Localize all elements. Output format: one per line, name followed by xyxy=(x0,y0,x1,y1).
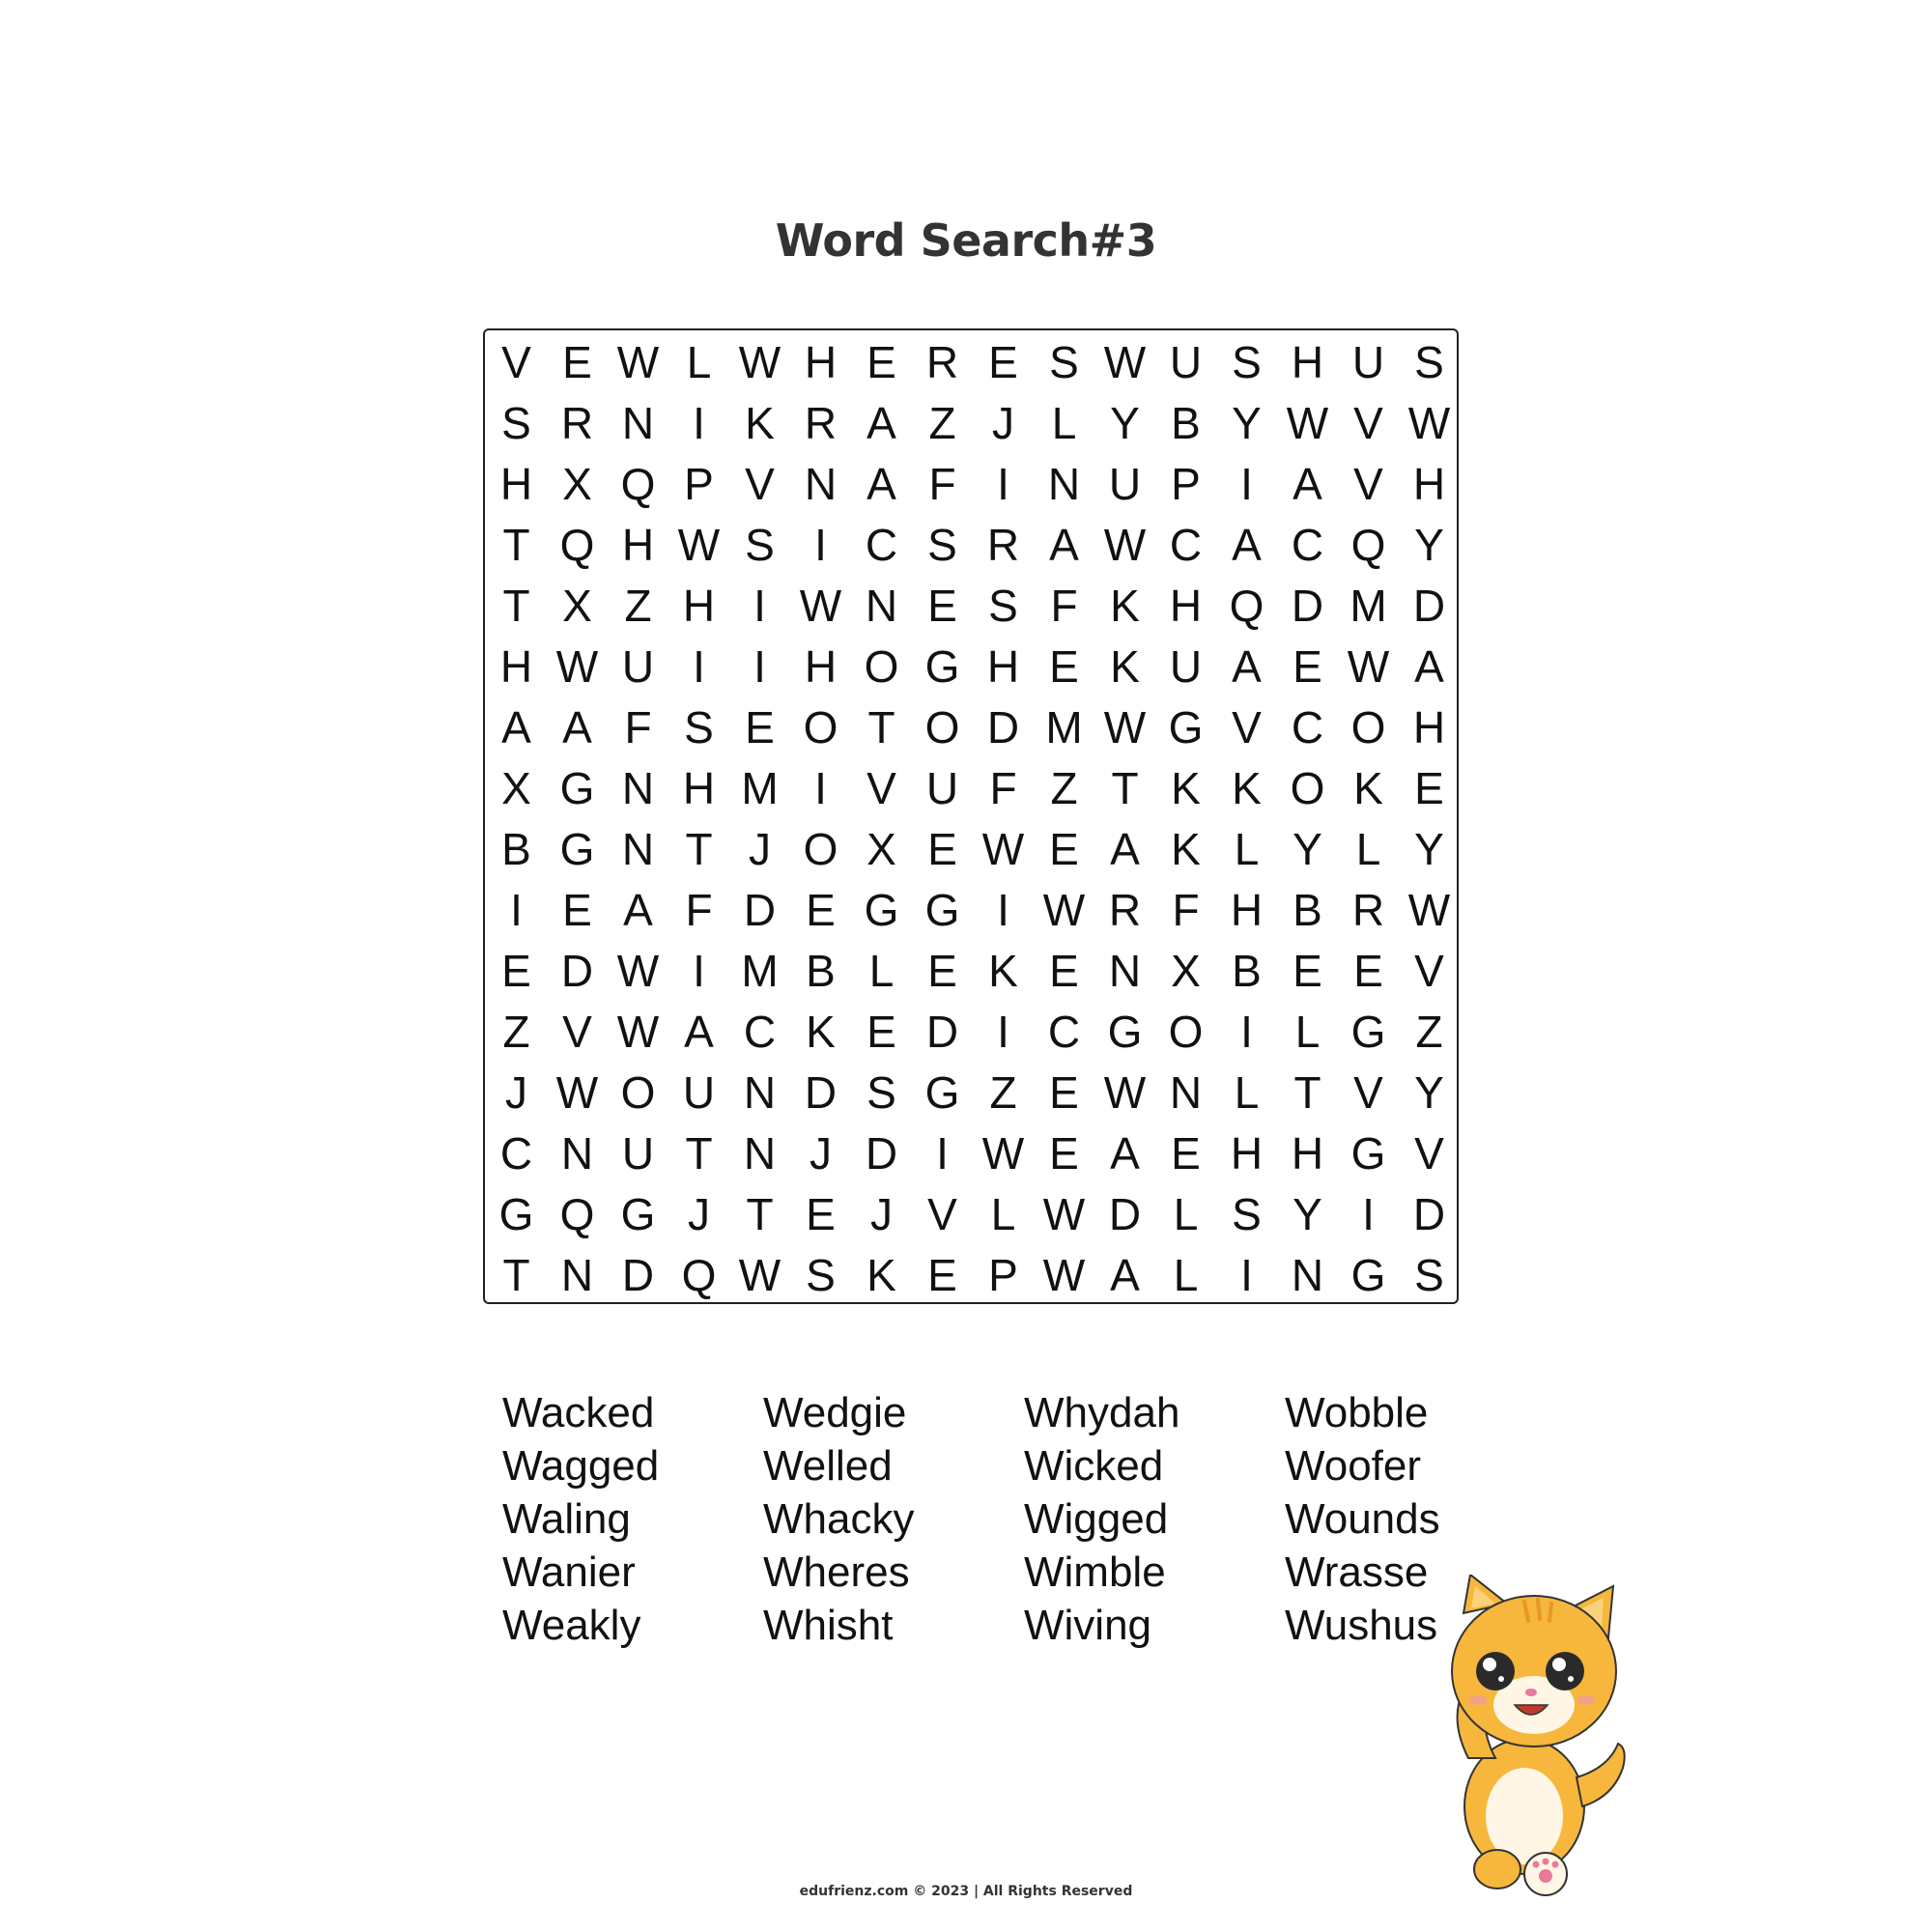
grid-cell: X xyxy=(562,580,592,631)
grid-cell: W xyxy=(677,519,721,570)
grid-cell: Q xyxy=(1229,580,1264,631)
grid-cell: I xyxy=(693,640,705,692)
grid-cell: P xyxy=(1171,458,1201,509)
grid-cell: E xyxy=(1293,640,1322,692)
grid-cell: W xyxy=(616,1006,660,1057)
grid-cell: K xyxy=(806,1006,836,1057)
grid-cell: H xyxy=(1169,580,1203,631)
grid-cell: B xyxy=(1293,884,1322,935)
grid-cell: S xyxy=(684,701,714,753)
grid-cell: A xyxy=(562,701,592,753)
grid-cell: D xyxy=(804,1066,838,1118)
grid-cell: E xyxy=(927,823,957,874)
grid-cell: A xyxy=(623,884,653,935)
grid-cell: T xyxy=(502,580,530,631)
grid-cell: Z xyxy=(624,580,652,631)
grid-cell: A xyxy=(867,397,896,448)
word-list-item: Wrasse xyxy=(1285,1548,1429,1596)
grid-cell: A xyxy=(1232,640,1262,692)
grid-cell: L xyxy=(1051,397,1077,448)
grid-cell: K xyxy=(1232,762,1262,813)
grid-cell: H xyxy=(1412,458,1446,509)
grid-cell: O xyxy=(1168,1006,1204,1057)
grid-cell: B xyxy=(806,945,836,996)
grid-cell: T xyxy=(685,1127,713,1179)
word-list xyxy=(502,1386,1546,1652)
grid-cell: W xyxy=(981,1127,1025,1179)
grid-cell: Z xyxy=(502,1006,530,1057)
grid-cell: Q xyxy=(620,458,656,509)
grid-cell: I xyxy=(997,884,1009,935)
grid-cell: S xyxy=(1232,336,1262,387)
grid-cell: W xyxy=(799,580,842,631)
grid-cell: G xyxy=(1107,1006,1143,1057)
grid-cell: A xyxy=(1293,458,1322,509)
grid-cell: N xyxy=(1047,458,1081,509)
grid-cell: G xyxy=(559,823,595,874)
grid-cell: K xyxy=(745,397,775,448)
grid-cell: R xyxy=(560,397,594,448)
grid-cell: J xyxy=(505,1066,527,1118)
grid-cell: H xyxy=(499,640,533,692)
grid-cell: W xyxy=(1407,397,1451,448)
grid-cell: M xyxy=(741,945,779,996)
grid-cell: L xyxy=(990,1188,1016,1239)
grid-cell: H xyxy=(499,458,533,509)
grid-cell: E xyxy=(867,1006,896,1057)
grid-cell: T xyxy=(867,701,895,753)
grid-cell: N xyxy=(621,823,655,874)
grid-cell: F xyxy=(1172,884,1200,935)
grid-cell: W xyxy=(1042,1188,1086,1239)
grid-cell: S xyxy=(1414,1249,1444,1300)
grid-cell: D xyxy=(1412,580,1446,631)
grid-cell: M xyxy=(1350,580,1387,631)
grid-cell: N xyxy=(621,762,655,813)
grid-cell: L xyxy=(1234,1066,1260,1118)
grid-cell: R xyxy=(1351,884,1385,935)
grid-cell: F xyxy=(928,458,956,509)
word-search-grid xyxy=(483,328,1459,1304)
grid-cell: I xyxy=(693,945,705,996)
grid-cell: L xyxy=(1173,1188,1199,1239)
grid-cell: J xyxy=(810,1127,832,1179)
grid-cell: E xyxy=(927,945,957,996)
grid-cell: I xyxy=(1362,1188,1375,1239)
grid-cell: C xyxy=(1291,519,1324,570)
grid-cell: L xyxy=(1355,823,1381,874)
grid-cell: C xyxy=(1047,1006,1081,1057)
word-list-item: Weakly xyxy=(502,1602,641,1649)
grid-cell: V xyxy=(927,1188,957,1239)
grid-cell: O xyxy=(1350,701,1386,753)
grid-cell: V xyxy=(1232,701,1262,753)
grid-cell: A xyxy=(1110,1249,1140,1300)
grid-cell: Z xyxy=(1050,762,1078,813)
grid-cell: I xyxy=(1240,458,1253,509)
grid-cell: Q xyxy=(559,519,595,570)
grid-cell: S xyxy=(1232,1188,1262,1239)
grid-cell: G xyxy=(1350,1006,1386,1057)
grid-cell: E xyxy=(562,884,592,935)
grid-cell: D xyxy=(865,1127,898,1179)
word-list-item: Whisht xyxy=(763,1602,894,1649)
grid-cell: H xyxy=(1412,701,1446,753)
grid-cell: J xyxy=(992,397,1014,448)
grid-cell: H xyxy=(682,580,716,631)
grid-cell: I xyxy=(1240,1006,1253,1057)
grid-cell: L xyxy=(868,945,895,996)
grid-cell: Y xyxy=(1414,519,1444,570)
grid-cell: H xyxy=(1230,884,1264,935)
grid-cell: L xyxy=(1294,1006,1321,1057)
grid-cell: G xyxy=(559,762,595,813)
grid-cell: O xyxy=(803,701,838,753)
grid-cell: E xyxy=(927,1249,957,1300)
grid-cell: I xyxy=(510,884,523,935)
word-list-item: Whydah xyxy=(1024,1389,1180,1436)
grid-cell: G xyxy=(864,884,899,935)
grid-cell: Q xyxy=(1350,519,1386,570)
grid-cell: E xyxy=(1414,762,1444,813)
grid-cell: O xyxy=(924,701,960,753)
grid-cell: E xyxy=(1049,945,1079,996)
grid-cell: C xyxy=(1291,701,1324,753)
grid-cell: F xyxy=(685,884,713,935)
grid-cell: N xyxy=(743,1066,777,1118)
grid-cell: V xyxy=(1353,397,1383,448)
word-list-item: Wushus xyxy=(1285,1602,1438,1649)
grid-cell: N xyxy=(804,458,838,509)
grid-cell: H xyxy=(1291,336,1324,387)
grid-cell: E xyxy=(806,1188,836,1239)
word-list-item: Wagged xyxy=(502,1442,660,1490)
grid-cell: L xyxy=(686,336,712,387)
grid-cell: R xyxy=(925,336,959,387)
grid-cell: U xyxy=(925,762,959,813)
grid-cell: W xyxy=(1103,519,1147,570)
grid-cell: D xyxy=(560,945,594,996)
grid-cell: A xyxy=(1110,823,1140,874)
grid-cell: Q xyxy=(559,1188,595,1239)
grid-cell: E xyxy=(867,336,896,387)
grid-cell: G xyxy=(1168,701,1204,753)
grid-cell: C xyxy=(1169,519,1203,570)
grid-cell: H xyxy=(682,762,716,813)
grid-cell: L xyxy=(1173,1249,1199,1300)
grid-cell: I xyxy=(936,1127,949,1179)
grid-cell: G xyxy=(924,1066,960,1118)
grid-cell: J xyxy=(688,1188,710,1239)
grid-cell: I xyxy=(753,580,766,631)
grid-cell: U xyxy=(1351,336,1385,387)
grid-cell: W xyxy=(616,336,660,387)
grid-cell: I xyxy=(693,397,705,448)
grid-cell: A xyxy=(684,1006,714,1057)
grid-cell: K xyxy=(867,1249,896,1300)
grid-cell: L xyxy=(1234,823,1260,874)
grid-cell: S xyxy=(745,519,775,570)
grid-cell: A xyxy=(1414,640,1444,692)
cat-mascot-icon xyxy=(1410,1575,1652,1903)
grid-cell: A xyxy=(867,458,896,509)
grid-cell: T xyxy=(1293,1066,1321,1118)
grid-cell: S xyxy=(806,1249,836,1300)
grid-cell: K xyxy=(988,945,1018,996)
grid-cell: H xyxy=(1291,1127,1324,1179)
grid-cell: Y xyxy=(1293,1188,1322,1239)
grid-cell: W xyxy=(1103,1066,1147,1118)
grid-cell: E xyxy=(1049,640,1079,692)
grid-cell: S xyxy=(501,397,531,448)
grid-cell: T xyxy=(502,519,530,570)
grid-cell: Z xyxy=(1415,1006,1443,1057)
word-list-item: Wicked xyxy=(1024,1442,1164,1490)
grid-cell: V xyxy=(745,458,775,509)
grid-cell: X xyxy=(1171,945,1201,996)
grid-cell: E xyxy=(1171,1127,1201,1179)
grid-cell: A xyxy=(1049,519,1079,570)
grid-cell: P xyxy=(988,1249,1018,1300)
grid-cell: X xyxy=(562,458,592,509)
grid-cell: C xyxy=(743,1006,777,1057)
word-list-item: Welled xyxy=(763,1442,893,1490)
grid-cell: H xyxy=(804,640,838,692)
grid-cell: V xyxy=(867,762,896,813)
word-list-item: Woofer xyxy=(1285,1442,1422,1490)
grid-cell: G xyxy=(620,1188,656,1239)
word-list-item: Wedgie xyxy=(763,1389,907,1436)
grid-cell: N xyxy=(865,580,898,631)
grid-cell: G xyxy=(1350,1127,1386,1179)
grid-cell: V xyxy=(501,336,531,387)
grid-cell: D xyxy=(986,701,1020,753)
grid-cell: Y xyxy=(1414,823,1444,874)
grid-cell: N xyxy=(1291,1249,1324,1300)
grid-cell: D xyxy=(743,884,777,935)
grid-cell: U xyxy=(1169,336,1203,387)
grid-cell: S xyxy=(867,1066,896,1118)
grid-cell: D xyxy=(1412,1188,1446,1239)
grid-cell: T xyxy=(746,1188,774,1239)
grid-cell: J xyxy=(870,1188,893,1239)
grid-cell: E xyxy=(745,701,775,753)
grid-cell: G xyxy=(924,884,960,935)
grid-cell: H xyxy=(804,336,838,387)
grid-cell: G xyxy=(1350,1249,1386,1300)
word-list-item: Wobble xyxy=(1285,1389,1429,1436)
grid-cell: W xyxy=(1042,884,1086,935)
grid-cell: E xyxy=(1293,945,1322,996)
grid-cell: V xyxy=(1353,458,1383,509)
copyright-footer: edufrienz.com © 2023 | All Rights Reserved xyxy=(799,1884,1133,1899)
grid-cell: G xyxy=(498,1188,534,1239)
grid-cell: E xyxy=(1353,945,1383,996)
grid-cell: I xyxy=(753,640,766,692)
grid-cell: B xyxy=(501,823,531,874)
grid-cell: T xyxy=(685,823,713,874)
grid-cell: O xyxy=(1290,762,1325,813)
grid-cell: S xyxy=(927,519,957,570)
grid-cell: N xyxy=(560,1127,594,1179)
grid-cell: S xyxy=(988,580,1018,631)
word-list-item: Wimble xyxy=(1024,1548,1166,1596)
grid-cell: B xyxy=(1232,945,1262,996)
grid-cell: D xyxy=(925,1006,959,1057)
grid-cell: H xyxy=(986,640,1020,692)
grid-cell: S xyxy=(1049,336,1079,387)
grid-cell: K xyxy=(1110,640,1140,692)
grid-cell: W xyxy=(616,945,660,996)
grid-cell: X xyxy=(501,762,531,813)
grid-cell: W xyxy=(1042,1249,1086,1300)
grid-cell: N xyxy=(1108,945,1142,996)
grid-cell: E xyxy=(1049,1127,1079,1179)
word-list-item: Waling xyxy=(502,1495,631,1543)
word-list-item: Wounds xyxy=(1285,1495,1440,1543)
grid-cell: R xyxy=(986,519,1020,570)
grid-cell: M xyxy=(1045,701,1083,753)
word-list-item: Wanier xyxy=(502,1548,636,1596)
word-list-item: Wheres xyxy=(763,1548,910,1596)
grid-cell: Y xyxy=(1232,397,1262,448)
grid-cell: T xyxy=(1111,762,1139,813)
word-list-item: Whacky xyxy=(763,1495,915,1543)
grid-cell: H xyxy=(1230,1127,1264,1179)
grid-cell: D xyxy=(1291,580,1324,631)
grid-cell: R xyxy=(804,397,838,448)
grid-cell: W xyxy=(1103,701,1147,753)
grid-cell: O xyxy=(620,1066,656,1118)
grid-cell: Y xyxy=(1414,1066,1444,1118)
word-list-item: Wacked xyxy=(502,1389,655,1436)
grid-cell: I xyxy=(814,762,827,813)
grid-cell: V xyxy=(562,1006,592,1057)
grid-cell: G xyxy=(924,640,960,692)
grid-cell: W xyxy=(1103,336,1147,387)
grid-cell: H xyxy=(621,519,655,570)
grid-cell: R xyxy=(1108,884,1142,935)
word-list-item: Wiving xyxy=(1024,1602,1152,1649)
grid-cell: A xyxy=(501,701,531,753)
grid-cell: U xyxy=(1169,640,1203,692)
grid-cell: A xyxy=(1110,1127,1140,1179)
grid-cell: C xyxy=(499,1127,533,1179)
grid-cell: F xyxy=(989,762,1017,813)
grid-cell: I xyxy=(997,1006,1009,1057)
grid-cell: W xyxy=(555,640,599,692)
grid-cell: I xyxy=(997,458,1009,509)
grid-cell: I xyxy=(814,519,827,570)
grid-cell: Y xyxy=(1293,823,1322,874)
grid-cell: W xyxy=(1347,640,1390,692)
grid-cell: D xyxy=(1108,1188,1142,1239)
grid-cell: F xyxy=(1050,580,1078,631)
grid-cell: U xyxy=(621,640,655,692)
grid-cell: Z xyxy=(989,1066,1017,1118)
grid-cell: U xyxy=(621,1127,655,1179)
grid-cell: M xyxy=(741,762,779,813)
grid-cell: K xyxy=(1110,580,1140,631)
grid-cell: X xyxy=(867,823,896,874)
grid-cell: E xyxy=(1049,1066,1079,1118)
grid-cell: W xyxy=(1286,397,1329,448)
grid-cell: U xyxy=(682,1066,716,1118)
grid-cell: D xyxy=(621,1249,655,1300)
grid-cell: E xyxy=(562,336,592,387)
grid-cell: O xyxy=(803,823,838,874)
grid-cell: T xyxy=(502,1249,530,1300)
grid-cell: Q xyxy=(681,1249,717,1300)
grid-cell: W xyxy=(555,1066,599,1118)
grid-cell: I xyxy=(1240,1249,1253,1300)
grid-cell: K xyxy=(1171,823,1201,874)
grid-cell: A xyxy=(1232,519,1262,570)
grid-cell: P xyxy=(684,458,714,509)
grid-cell: E xyxy=(806,884,836,935)
grid-cell: E xyxy=(988,336,1018,387)
grid-cell: F xyxy=(624,701,652,753)
grid-cell: V xyxy=(1414,945,1444,996)
page-title: Word Search#3 xyxy=(775,214,1157,267)
grid-cell: W xyxy=(981,823,1025,874)
grid-cell: E xyxy=(1049,823,1079,874)
grid-cell: K xyxy=(1171,762,1201,813)
grid-cell: J xyxy=(749,823,771,874)
grid-cell: U xyxy=(1108,458,1142,509)
grid-cell: Y xyxy=(1110,397,1140,448)
grid-cell: V xyxy=(1414,1127,1444,1179)
grid-cell: W xyxy=(738,1249,781,1300)
grid-cell: N xyxy=(1169,1066,1203,1118)
grid-cell: N xyxy=(621,397,655,448)
grid-cell: N xyxy=(560,1249,594,1300)
grid-cell: N xyxy=(743,1127,777,1179)
grid-cell: C xyxy=(865,519,898,570)
grid-cell: W xyxy=(738,336,781,387)
grid-cell: S xyxy=(1414,336,1444,387)
grid-cell: E xyxy=(927,580,957,631)
grid-cell: O xyxy=(864,640,899,692)
grid-cell: B xyxy=(1171,397,1201,448)
grid-cell: E xyxy=(501,945,531,996)
grid-cell: W xyxy=(1407,884,1451,935)
grid-cell: V xyxy=(1353,1066,1383,1118)
grid-cell: Z xyxy=(928,397,956,448)
grid-cell: K xyxy=(1353,762,1383,813)
word-list-item: Wigged xyxy=(1024,1495,1169,1543)
